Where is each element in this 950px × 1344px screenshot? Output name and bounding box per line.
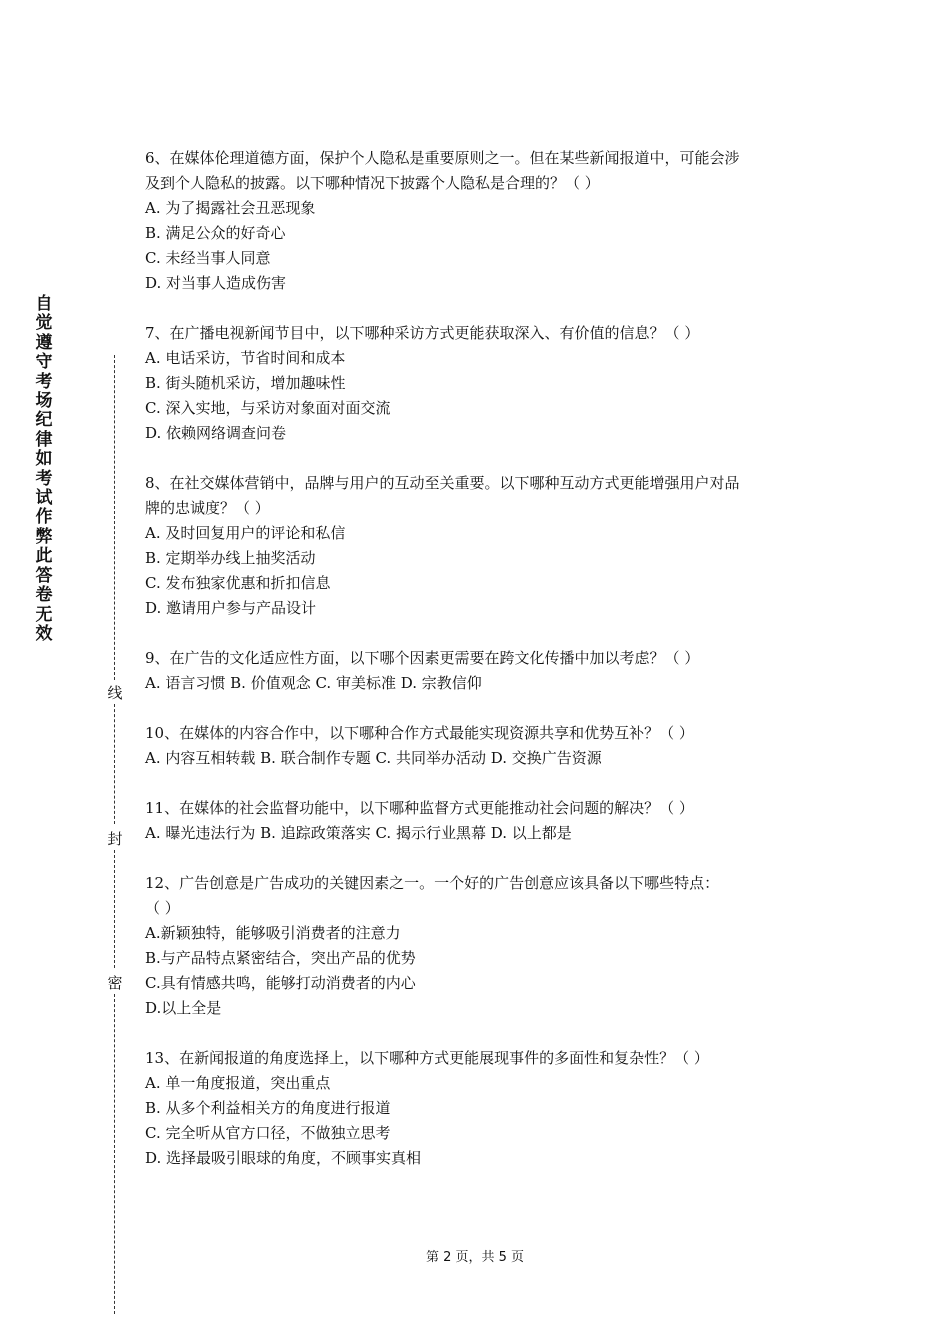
question-7: [145, 321, 815, 446]
option-d: D. 邀请用户参与产品设计: [145, 599, 317, 617]
notice-char: 此: [35, 546, 53, 567]
notice-char: 遵: [35, 332, 53, 353]
question-8: [145, 471, 815, 621]
notice-char: 弊: [35, 526, 53, 547]
notice-char: 自: [35, 294, 53, 314]
notice-char: 觉: [35, 313, 53, 334]
option-a: A. 及时回复用户的评论和私信: [145, 524, 346, 542]
option-a: A. 单一角度报道，突出重点: [145, 1074, 331, 1092]
option-c: C. 深入实地，与采访对象面对面交流: [145, 399, 391, 417]
notice-char: 律: [35, 429, 53, 450]
question-6: [145, 146, 815, 296]
option-d: D. 选择最吸引眼球的角度，不顾事实真相: [145, 1149, 422, 1167]
option-a: A. 电话采访，节省时间和成本: [145, 349, 346, 367]
notice-char: 场: [35, 391, 53, 412]
question-stem: 牌的忠诚度？（ ）: [145, 499, 270, 517]
question-list: [145, 146, 815, 1171]
notice-char: 考: [35, 468, 53, 489]
notice-char: 守: [35, 352, 53, 373]
option-d: D. 依赖网络调查问卷: [145, 424, 287, 442]
notice-char: 如: [35, 449, 53, 470]
option-d: D. 对当事人造成伤害: [145, 274, 287, 292]
option-d: D.以上全是: [145, 999, 222, 1017]
option-a: A.新颖独特，能够吸引消费者的注意力: [145, 924, 401, 942]
notice-char: 考: [35, 371, 53, 392]
option-b: B. 满足公众的好奇心: [145, 224, 286, 242]
question-stem: 12、广告创意是广告成功的关键因素之一。一个好的广告创意应该具备以下哪些特点：: [145, 874, 720, 892]
options-inline: A. 内容互相转载 B. 联合制作专题 C. 共同举办活动 D. 交换广告资源: [145, 749, 602, 767]
question-stem: 13、在新闻报道的角度选择上，以下哪种方式更能展现事件的多面性和复杂性？（ ）: [145, 1049, 709, 1067]
question-stem: 9、在广告的文化适应性方面，以下哪个因素更需要在跨文化传播中加以考虑？（ ）: [145, 649, 700, 667]
binding-line-label: 线: [105, 682, 125, 703]
option-c: C. 未经当事人同意: [145, 249, 271, 267]
question-stem: 6、在媒体伦理道德方面，保护个人隐私是重要原则之一。但在某些新闻报道中，可能会涉: [145, 149, 740, 167]
notice-char: 试: [35, 488, 53, 509]
notice-char: 作: [35, 507, 53, 528]
binding-seal-label: 封: [105, 828, 125, 849]
question-11: [145, 796, 815, 846]
notice-char: 答: [35, 565, 53, 586]
binding-secret-label: 密: [105, 972, 125, 993]
question-stem: 11、在媒体的社会监督功能中，以下哪种监督方式更能推动社会问题的解决？（ ）: [145, 799, 694, 817]
question-9: [145, 646, 815, 696]
option-b: B. 定期举办线上抽奖活动: [145, 549, 316, 567]
question-12: [145, 871, 815, 1021]
binding-dashed-line: [114, 355, 115, 680]
option-b: B. 从多个利益相关方的角度进行报道: [145, 1099, 391, 1117]
option-c: C. 完全听从官方口径，不做独立思考: [145, 1124, 391, 1142]
options-inline: A. 语言习惯 B. 价值观念 C. 审美标准 D. 宗教信仰: [145, 674, 482, 692]
question-stem: 8、在社交媒体营销中，品牌与用户的互动至关重要。以下哪种互动方式更能增强用户对品: [145, 474, 740, 492]
option-a: A. 为了揭露社会丑恶现象: [145, 199, 316, 217]
binding-dashed-line: [114, 994, 115, 1314]
binding-dashed-line: [114, 850, 115, 968]
notice-char: 效: [35, 623, 53, 644]
option-b: B. 街头随机采访，增加趣味性: [145, 374, 346, 392]
option-c: C. 发布独家优惠和折扣信息: [145, 574, 331, 592]
notice-char: 无: [35, 604, 53, 625]
question-stem: 及到个人隐私的披露。以下哪种情况下披露个人隐私是合理的？（ ）: [145, 174, 600, 192]
options-inline: A. 曝光违法行为 B. 追踪政策落实 C. 揭示行业黑幕 D. 以上都是: [145, 824, 572, 842]
page-number: 第 2 页，共 5 页: [425, 1250, 525, 1265]
notice-char: 卷: [35, 585, 53, 606]
question-stem: 7、在广播电视新闻节目中，以下哪种采访方式更能获取深入、有价值的信息？（ ）: [145, 324, 700, 342]
notice-char: 纪: [35, 410, 53, 431]
question-stem: （ ）: [145, 899, 180, 917]
option-b: B.与产品特点紧密结合，突出产品的优势: [145, 949, 416, 967]
question-10: [145, 721, 815, 771]
binding-dashed-line: [114, 704, 115, 824]
question-13: [145, 1046, 815, 1171]
question-stem: 10、在媒体的内容合作中，以下哪种合作方式最能实现资源共享和优势互补？（ ）: [145, 724, 694, 742]
option-c: C.具有情感共鸣，能够打动消费者的内心: [145, 974, 416, 992]
exam-rules-notice: [32, 295, 56, 644]
